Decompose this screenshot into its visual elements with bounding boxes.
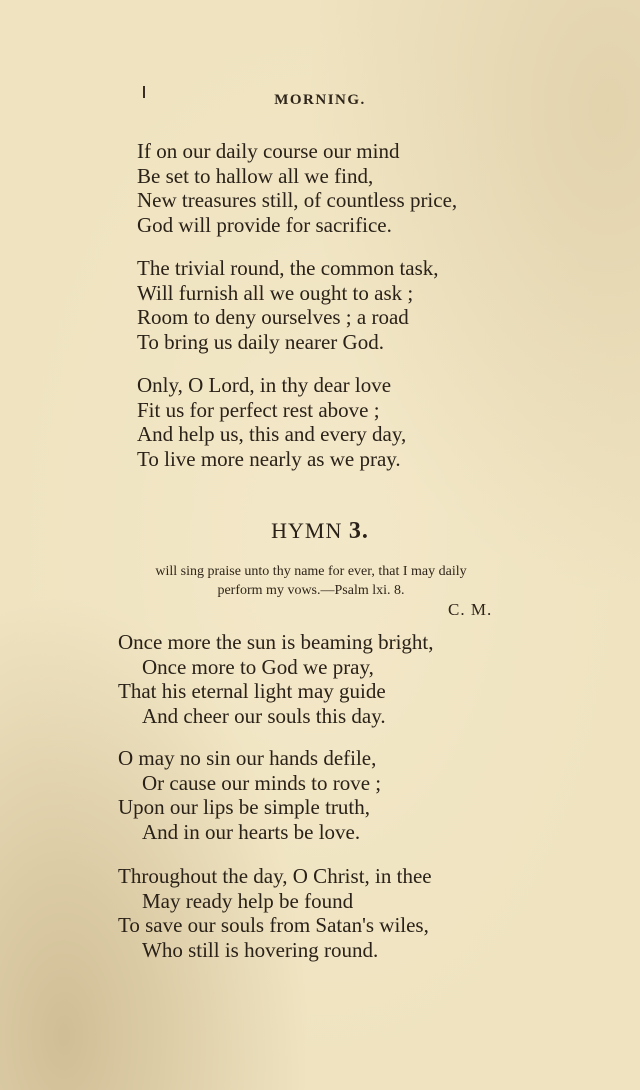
verse-line: To save our souls from Satan's wiles, [118, 913, 429, 937]
epigraph-line: perform my vows.—Psalm lxi. 8. [217, 583, 405, 598]
running-header: MORNING. [274, 92, 366, 108]
verse-line: Be set to hallow all we find, [137, 163, 374, 188]
verse-line: Or cause our minds to rove ; [142, 770, 382, 795]
prev-stanza-1 [137, 139, 457, 237]
verse-line: Who still is hovering round. [142, 937, 379, 962]
verse-line: If on our daily course our mind [137, 139, 400, 163]
hymn-meter: C. M. [448, 600, 493, 619]
hymn-label: HYMN [271, 518, 343, 543]
hymn-epigraph [96, 562, 526, 600]
hymn-stanza-2 [118, 746, 381, 844]
verse-line: That his eternal light may guide [118, 679, 386, 703]
verse-line: And help us, this and every day, [137, 422, 407, 446]
prev-stanza-2 [137, 256, 439, 354]
verse-line: Room to deny ourselves ; a road [137, 305, 409, 329]
hymn-number: 3. [348, 518, 369, 544]
verse-line: To live more nearly as we pray. [137, 446, 401, 471]
hymn-stanza-1 [118, 630, 434, 728]
verse-line: God will provide for sacrifice. [137, 212, 392, 237]
verse-line: And cheer our souls this day. [142, 703, 386, 728]
epigraph-line: will sing praise unto thy name for ever, that I may daily [155, 564, 467, 579]
verse-line: Only, O Lord, in thy dear love [137, 373, 392, 397]
verse-line: New treasures still, of countless price, [137, 188, 458, 212]
verse-line: And in our hearts be love. [142, 819, 361, 844]
verse-line: May ready help be found [142, 888, 354, 913]
prev-stanza-3 [137, 373, 406, 471]
verse-line: Once more to God we pray, [142, 654, 374, 679]
verse-line: Upon our lips be simple truth, [118, 795, 370, 819]
verse-line: To bring us daily nearer God. [137, 329, 384, 354]
verse-line: Will furnish all we ought to ask ; [137, 280, 414, 305]
verse-line: The trivial round, the common task, [137, 256, 439, 280]
verse-line: O may no sin our hands defile, [118, 746, 377, 770]
hymn-title [0, 518, 640, 545]
verse-line: Throughout the day, O Christ, in thee [118, 864, 432, 888]
hymn-stanza-3 [118, 864, 432, 962]
verse-line: Fit us for perfect rest above ; [137, 397, 380, 422]
verse-line: Once more the sun is beaming bright, [118, 630, 434, 654]
